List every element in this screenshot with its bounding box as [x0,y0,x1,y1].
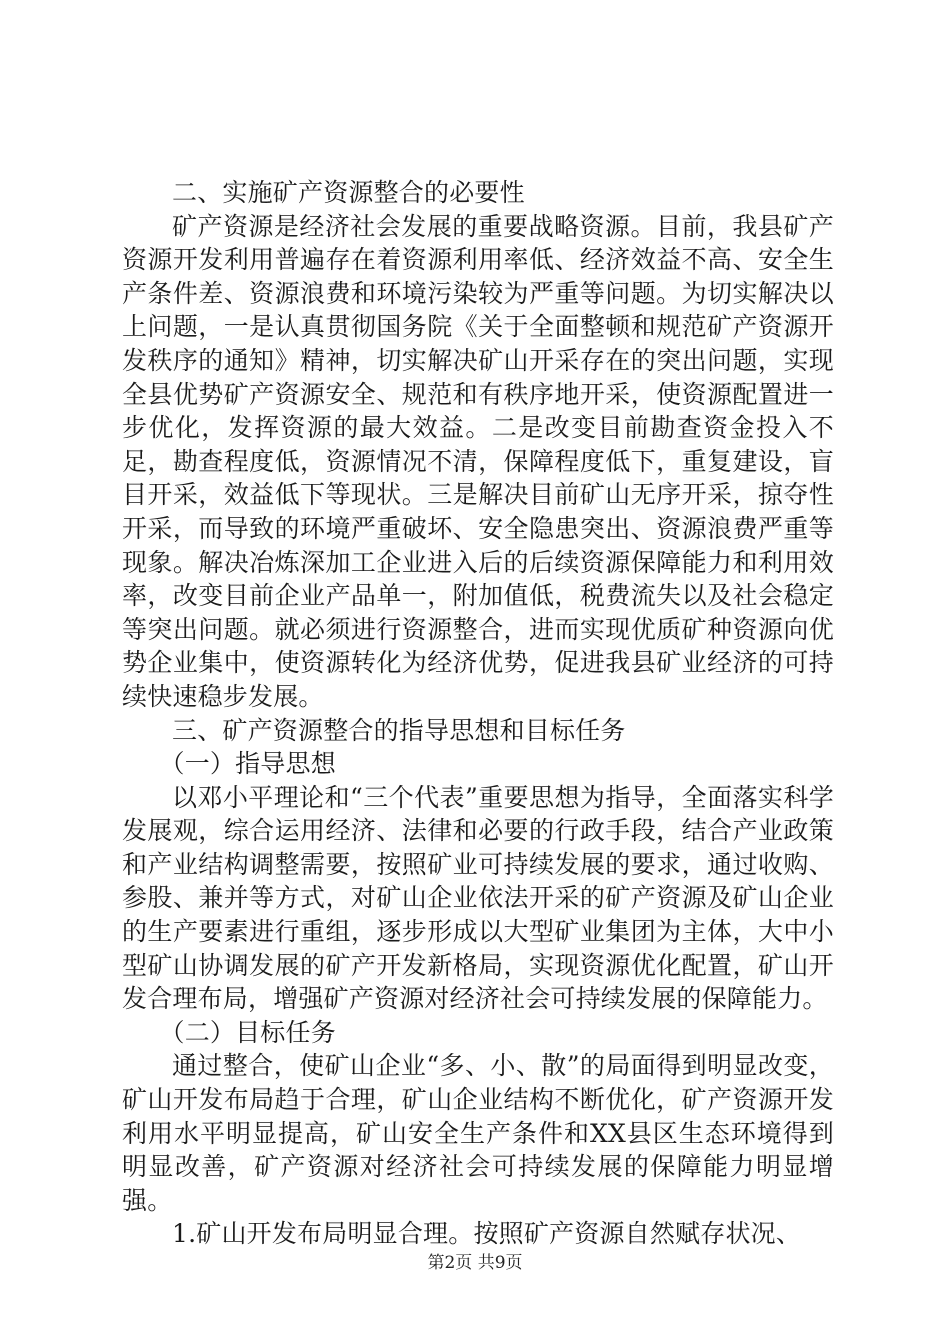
subheading-guiding-thought: （一）指导思想 [159,749,336,779]
section-heading-3: 三、矿产资源整合的指导思想和目标任务 [172,715,626,745]
paragraph-necessity: 矿产资源是经济社会发展的重要战略资源。目前，我县矿产资源开发利用普遍存在着资源利用率低、经济效益不高、安全生产条件差、资源浪费和环境污染较为严重等问题。为切实解决以上问题，一是认真贯彻国务院《关于全面整顿和规范矿产资源开发秩序的通知》精神，切实解决矿山开采存在的突出问题，实现全县优势矿产资源安全、规范和有秩序地开采，使资源配置进一步优化，发挥资源的最大效益。二是改变目前勘查资金投入不足，勘查程度低，资源情况不清，保障程度低下，重复建设，盲目开采，效益低下等现状。三是解决目前矿山无序开采，掠夺性开采，而导致的环境严重破坏、安全隐患突出、资源浪费严重等现象。解决冶炼深加工企业进入后的后续资源保障能力和利用效率，改变目前企业产品单一，附加值低，税费流失以及社会稳定等突出问题。就必须进行资源整合，进而实现优质矿种资源向优势企业集中，使资源转化为经济优势，促进我县矿业经济的可持续快速稳步发展。 [122,211,834,711]
paragraph-guiding-thought: 以邓小平理论和“三个代表”重要思想为指导，全面落实科学发展观，综合运用经济、法律和必要的行政手段，结合产业政策和产业结构调整需要，按照矿业可持续发展的要求，通过收购、参股、兼并等方式，对矿山企业依法开采的矿产资源及矿山企业的生产要素进行重组，逐步形成以大型矿业集团为主体，大中小型矿山协调发展的矿产开发新格局，实现资源优化配置，矿山开发合理布局，增强矿产资源对经济社会可持续发展的保障能力。 [122,782,834,1014]
document-body [122,176,834,1251]
list-item-1: 1.矿山开发布局明显合理。按照矿产资源自然赋存状况、 [172,1219,802,1249]
subheading-target-tasks: （二）目标任务 [159,1017,336,1047]
paragraph-target-tasks: 通过整合，使矿山企业“多、小、散”的局面得到明显改变，矿山开发布局趋于合理，矿山企业结构不断优化，矿产资源开发利用水平明显提高，矿山安全生产条件和XX县区生态环境得到明显改善，矿产资源对经济社会可持续发展的保障能力明显增强。 [122,1051,834,1215]
page-footer: 第2页 共9页 [427,1253,523,1273]
section-heading-2: 二、实施矿产资源整合的必要性 [172,178,525,207]
